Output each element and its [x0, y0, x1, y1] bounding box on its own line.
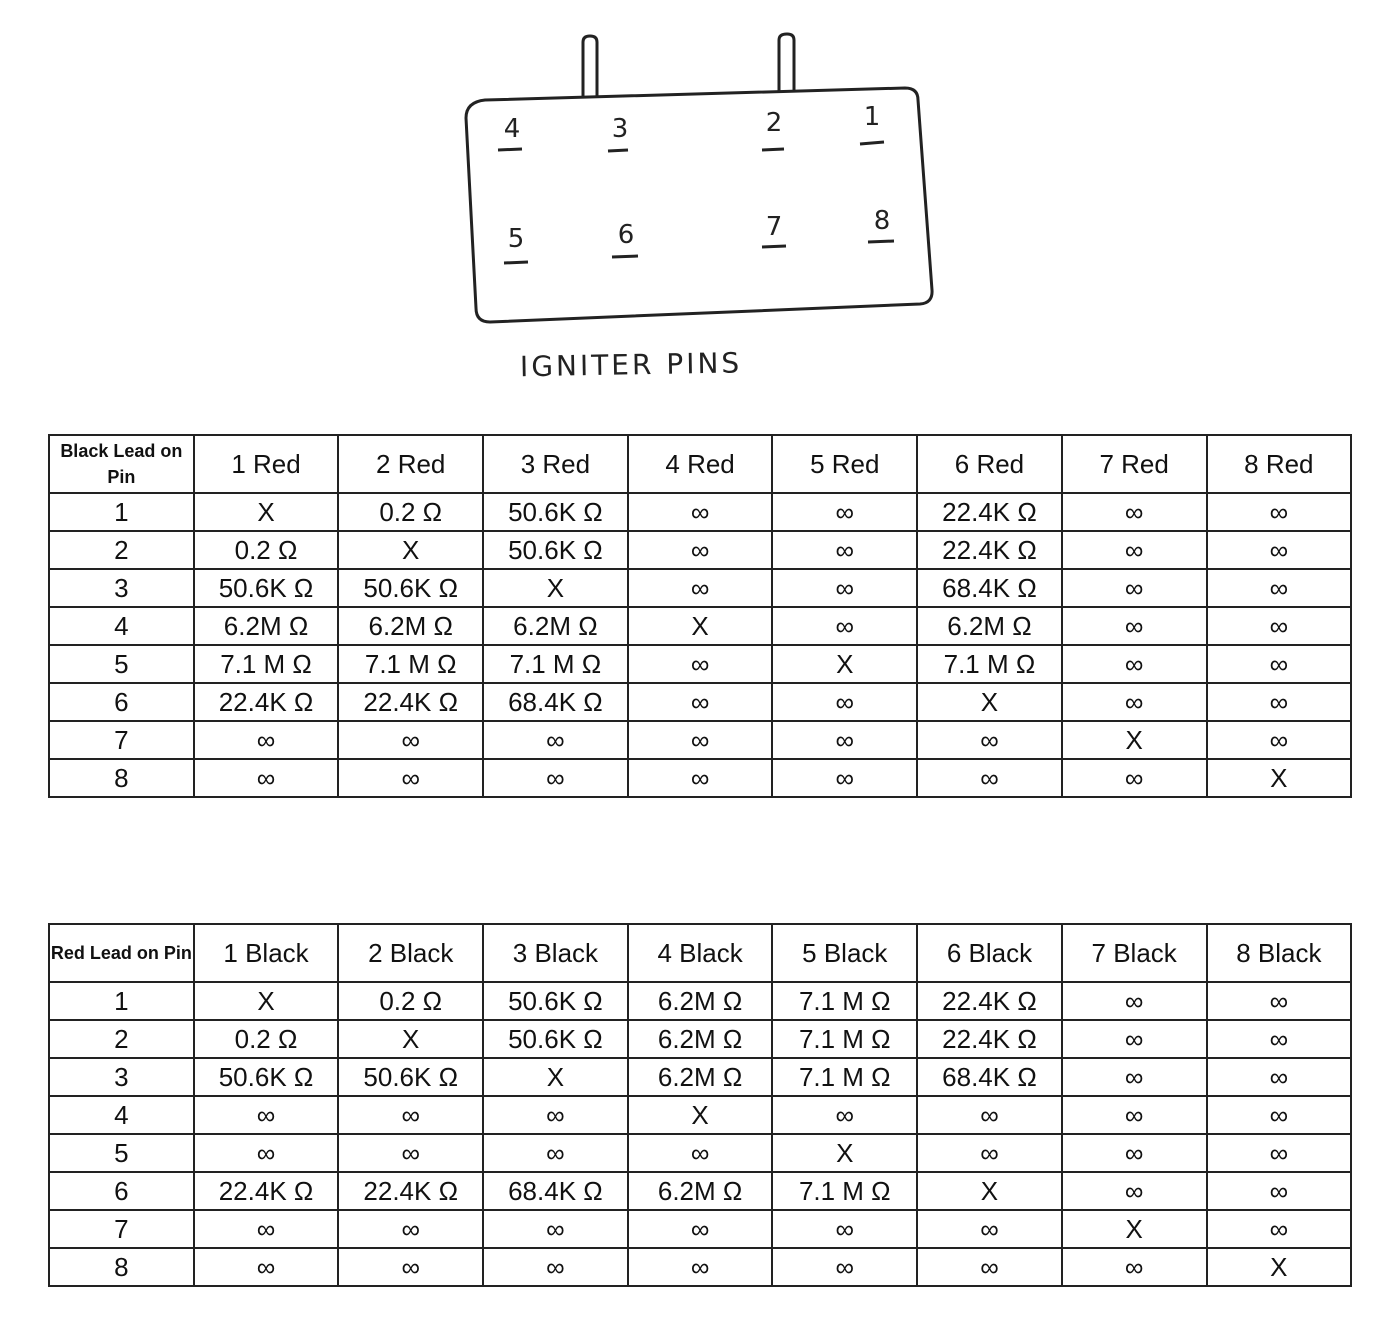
table-cell: ∞ [194, 1134, 339, 1172]
table-cell: ∞ [194, 1096, 339, 1134]
table-cell: ∞ [1062, 759, 1207, 797]
column-header: 1 Black [194, 924, 339, 982]
table-row [49, 1172, 1351, 1210]
table-cell: ∞ [1062, 683, 1207, 721]
table-cell: ∞ [194, 759, 339, 797]
table-cell: ∞ [772, 493, 917, 531]
table-cell: X [1207, 1248, 1352, 1286]
table-cell: X [628, 1096, 773, 1134]
column-header: 4 Black [628, 924, 773, 982]
table-cell: 68.4K Ω [917, 1058, 1062, 1096]
diagram-caption: IGNITER PINS [519, 346, 743, 384]
column-header: 5 Black [772, 924, 917, 982]
table-row [49, 531, 1351, 569]
row-pin-label: 3 [49, 569, 194, 607]
table-cell: ∞ [1207, 607, 1352, 645]
table-row [49, 1210, 1351, 1248]
table-cell: ∞ [194, 1210, 339, 1248]
table-row [49, 1134, 1351, 1172]
row-pin-label: 1 [49, 493, 194, 531]
table-row [49, 721, 1351, 759]
table-cell: 7.1 M Ω [772, 982, 917, 1020]
table-cell: ∞ [1062, 493, 1207, 531]
table-cell: ∞ [338, 1248, 483, 1286]
table-cell: ∞ [338, 759, 483, 797]
table-cell: ∞ [483, 759, 628, 797]
row-pin-label: 3 [49, 1058, 194, 1096]
table-cell: 7.1 M Ω [772, 1172, 917, 1210]
table-cell: ∞ [628, 1210, 773, 1248]
row-pin-label: 5 [49, 645, 194, 683]
table-cell: 6.2M Ω [917, 607, 1062, 645]
table-row [49, 982, 1351, 1020]
row-pin-label: 1 [49, 982, 194, 1020]
row-pin-label: 4 [49, 1096, 194, 1134]
table-cell: ∞ [628, 683, 773, 721]
table-cell: 50.6K Ω [194, 569, 339, 607]
column-header: 2 Red [338, 435, 483, 493]
table-row [49, 569, 1351, 607]
table-cell: ∞ [917, 1096, 1062, 1134]
table-cell: 7.1 M Ω [917, 645, 1062, 683]
table-cell: ∞ [483, 1096, 628, 1134]
pin-underlines [498, 142, 894, 263]
table-row [49, 607, 1351, 645]
table-cell: 50.6K Ω [194, 1058, 339, 1096]
column-header: 1 Red [194, 435, 339, 493]
row-pin-label: 8 [49, 1248, 194, 1286]
pin-label-6: 6 [617, 220, 635, 250]
table-cell: X [917, 683, 1062, 721]
table-row [49, 1058, 1351, 1096]
table-cell: X [483, 1058, 628, 1096]
table-row [49, 1096, 1351, 1134]
column-header: 2 Black [338, 924, 483, 982]
table-cell: 6.2M Ω [194, 607, 339, 645]
table-cell: 6.2M Ω [628, 1020, 773, 1058]
red-lead-resistance-table [48, 923, 1352, 1287]
table-cell: ∞ [1207, 1058, 1352, 1096]
row-pin-label: 5 [49, 1134, 194, 1172]
table-cell: 22.4K Ω [917, 1020, 1062, 1058]
table-cell: ∞ [1062, 1248, 1207, 1286]
table-cell: ∞ [1062, 1058, 1207, 1096]
table-row [49, 759, 1351, 797]
table-cell: 22.4K Ω [338, 1172, 483, 1210]
table-cell: ∞ [1207, 1096, 1352, 1134]
table-cell: 6.2M Ω [483, 607, 628, 645]
table-header-row [49, 435, 1351, 493]
table-cell: ∞ [1062, 607, 1207, 645]
table-cell: ∞ [1062, 1020, 1207, 1058]
pin-label-5: 5 [507, 224, 525, 254]
column-header: 5 Red [772, 435, 917, 493]
table-cell: ∞ [917, 1210, 1062, 1248]
row-pin-label: 2 [49, 531, 194, 569]
table-cell: 0.2 Ω [338, 493, 483, 531]
table-cell: 68.4K Ω [917, 569, 1062, 607]
table-cell: ∞ [338, 1096, 483, 1134]
table-header-row [49, 924, 1351, 982]
table-cell: 0.2 Ω [194, 1020, 339, 1058]
table-cell: ∞ [483, 1248, 628, 1286]
column-header: 6 Black [917, 924, 1062, 982]
table-cell: X [1207, 759, 1352, 797]
table-cell: ∞ [1207, 982, 1352, 1020]
table-cell: ∞ [628, 1134, 773, 1172]
column-header: 8 Black [1207, 924, 1352, 982]
table-cell: 7.1 M Ω [194, 645, 339, 683]
column-header: 6 Red [917, 435, 1062, 493]
table-cell: X [338, 531, 483, 569]
table-cell: X [483, 569, 628, 607]
row-pin-label: 6 [49, 683, 194, 721]
pin-label-3: 3 [611, 114, 629, 144]
table-cell: 22.4K Ω [917, 982, 1062, 1020]
table-cell: ∞ [772, 1096, 917, 1134]
connector-tab-right [779, 34, 794, 92]
column-header: 3 Red [483, 435, 628, 493]
table-cell: ∞ [1207, 493, 1352, 531]
black-lead-resistance-table [48, 434, 1352, 798]
table-cell: 6.2M Ω [338, 607, 483, 645]
table-cell: ∞ [338, 1134, 483, 1172]
table-cell: ∞ [483, 1134, 628, 1172]
table-row [49, 1248, 1351, 1286]
pin-label-2: 2 [765, 108, 783, 138]
table-cell: 7.1 M Ω [338, 645, 483, 683]
pin-label-1: 1 [863, 102, 881, 132]
column-header: 8 Red [1207, 435, 1352, 493]
row-pin-label: 7 [49, 1210, 194, 1248]
table-cell: X [1062, 721, 1207, 759]
table-cell: ∞ [1207, 531, 1352, 569]
table-cell: 68.4K Ω [483, 1172, 628, 1210]
row-pin-label: 4 [49, 607, 194, 645]
igniter-pin-diagram [0, 0, 1373, 400]
table-cell: 22.4K Ω [917, 493, 1062, 531]
column-header: 7 Red [1062, 435, 1207, 493]
table-cell: ∞ [772, 759, 917, 797]
table-cell: ∞ [1062, 1134, 1207, 1172]
table-cell: ∞ [628, 531, 773, 569]
pin-label-8: 8 [873, 206, 891, 236]
table-cell: ∞ [772, 1248, 917, 1286]
table-cell: ∞ [338, 721, 483, 759]
table-cell: ∞ [1062, 1096, 1207, 1134]
row-pin-label: 6 [49, 1172, 194, 1210]
table-cell: 50.6K Ω [483, 982, 628, 1020]
table-cell: 50.6K Ω [483, 1020, 628, 1058]
table-cell: ∞ [772, 607, 917, 645]
table-cell: ∞ [1207, 683, 1352, 721]
table-cell: X [1062, 1210, 1207, 1248]
table-cell: 50.6K Ω [483, 531, 628, 569]
table-cell: ∞ [1207, 1210, 1352, 1248]
igniter-connector-drawing [0, 0, 1373, 400]
table-cell: ∞ [1207, 1172, 1352, 1210]
table-cell: ∞ [917, 1134, 1062, 1172]
table-cell: ∞ [1062, 569, 1207, 607]
table-cell: 22.4K Ω [338, 683, 483, 721]
table-cell: X [194, 493, 339, 531]
column-header: 4 Red [628, 435, 773, 493]
table-cell: 50.6K Ω [338, 1058, 483, 1096]
table-cell: ∞ [772, 569, 917, 607]
connector-tab-left [583, 36, 597, 98]
pin-label-7: 7 [765, 212, 783, 242]
table-cell: ∞ [917, 721, 1062, 759]
column-header: 7 Black [1062, 924, 1207, 982]
table-cell: ∞ [917, 1248, 1062, 1286]
table-cell: X [194, 982, 339, 1020]
table-cell: ∞ [1062, 531, 1207, 569]
row-pin-label: 7 [49, 721, 194, 759]
table-cell: ∞ [628, 645, 773, 683]
table-cell: X [917, 1172, 1062, 1210]
table-row [49, 645, 1351, 683]
table-cell: X [772, 1134, 917, 1172]
table-cell: X [628, 607, 773, 645]
table-cell: ∞ [772, 1210, 917, 1248]
table-cell: ∞ [1207, 645, 1352, 683]
table-cell: ∞ [628, 569, 773, 607]
table-cell: ∞ [483, 1210, 628, 1248]
table-cell: X [338, 1020, 483, 1058]
table-cell: ∞ [1207, 721, 1352, 759]
table-cell: 22.4K Ω [917, 531, 1062, 569]
table-cell: 50.6K Ω [338, 569, 483, 607]
table-cell: 7.1 M Ω [772, 1020, 917, 1058]
table-cell: ∞ [483, 721, 628, 759]
table-cell: 50.6K Ω [483, 493, 628, 531]
table-cell: ∞ [1062, 982, 1207, 1020]
row-pin-label: 2 [49, 1020, 194, 1058]
table-cell: ∞ [772, 721, 917, 759]
table-cell: 7.1 M Ω [772, 1058, 917, 1096]
table-row [49, 493, 1351, 531]
table-cell: 22.4K Ω [194, 1172, 339, 1210]
table-cell: ∞ [628, 721, 773, 759]
corner-header: Red Lead on Pin [49, 924, 194, 982]
table-cell: ∞ [1062, 1172, 1207, 1210]
table-cell: ∞ [338, 1210, 483, 1248]
table-cell: ∞ [628, 493, 773, 531]
table-cell: 68.4K Ω [483, 683, 628, 721]
table-row [49, 683, 1351, 721]
corner-header: Black Lead on Pin [49, 435, 194, 493]
table-cell: ∞ [628, 1248, 773, 1286]
table-cell: 6.2M Ω [628, 982, 773, 1020]
table-cell: 0.2 Ω [194, 531, 339, 569]
table-cell: 22.4K Ω [194, 683, 339, 721]
table-cell: 6.2M Ω [628, 1172, 773, 1210]
table-cell: ∞ [628, 759, 773, 797]
table-cell: 0.2 Ω [338, 982, 483, 1020]
table-cell: ∞ [772, 683, 917, 721]
table-cell: X [772, 645, 917, 683]
table-cell: ∞ [1062, 645, 1207, 683]
column-header: 3 Black [483, 924, 628, 982]
table-cell: ∞ [1207, 1134, 1352, 1172]
table-cell: 7.1 M Ω [483, 645, 628, 683]
table-cell: ∞ [194, 1248, 339, 1286]
pin-label-4: 4 [503, 114, 521, 144]
table-cell: ∞ [1207, 569, 1352, 607]
table-cell: ∞ [772, 531, 917, 569]
table-cell: ∞ [194, 721, 339, 759]
row-pin-label: 8 [49, 759, 194, 797]
table-cell: ∞ [1207, 1020, 1352, 1058]
table-cell: ∞ [917, 759, 1062, 797]
table-row [49, 1020, 1351, 1058]
table-cell: 6.2M Ω [628, 1058, 773, 1096]
